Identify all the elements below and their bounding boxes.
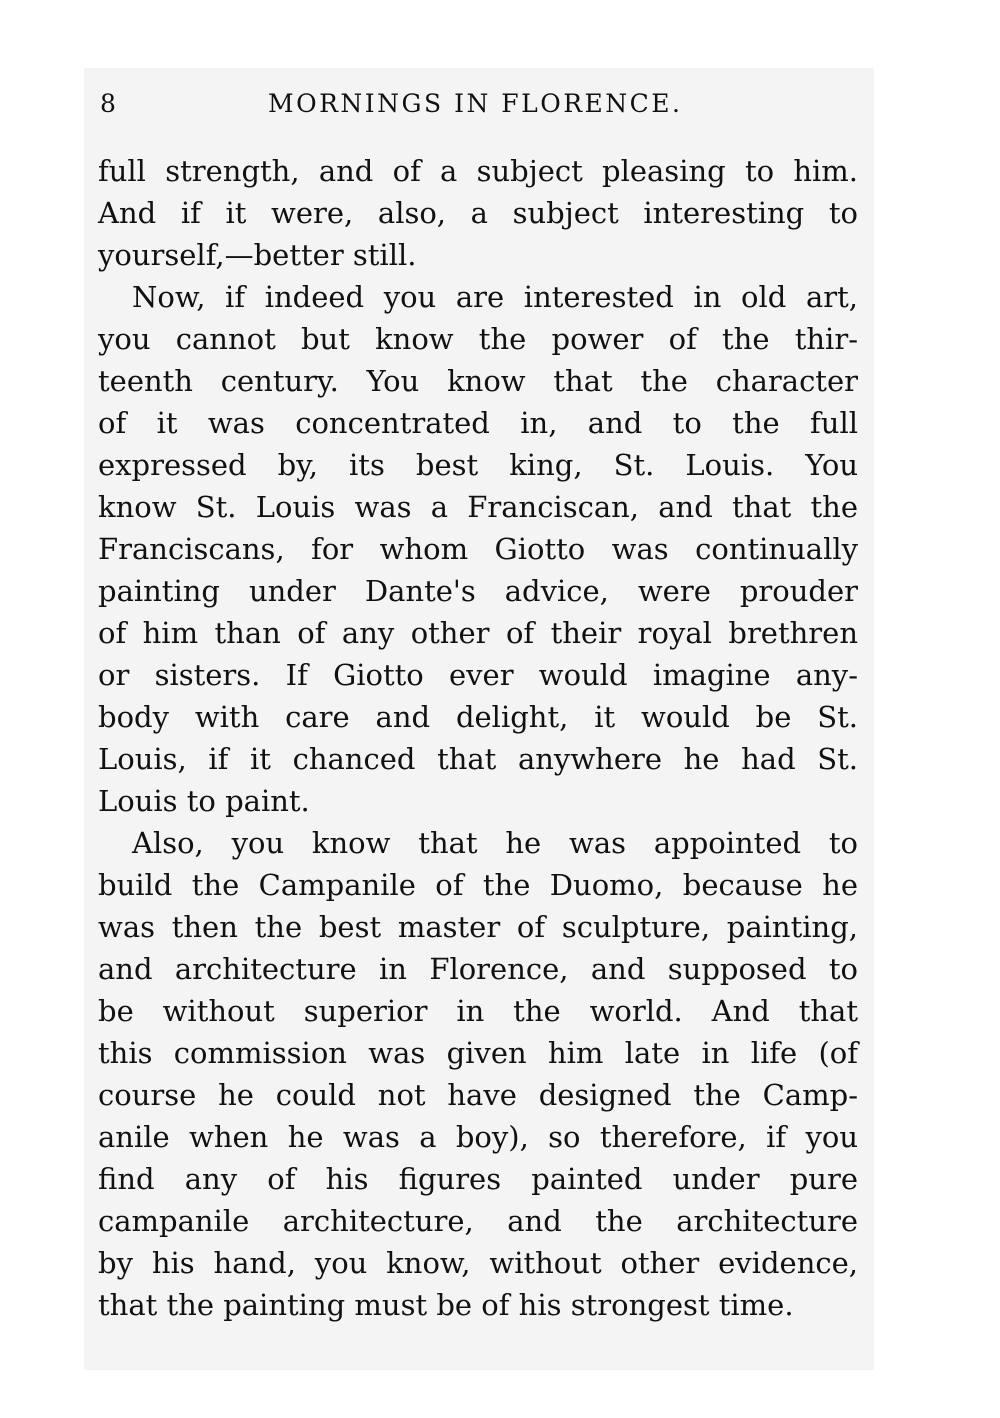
paragraph [98,822,858,1326]
paragraph [98,276,858,822]
text-line: this commission was given him late in life (of [98,1036,858,1070]
text-line: be without superior in the world. And that [98,994,858,1028]
text-line: find any of his figures painted under pure [98,1162,858,1196]
paragraph [98,150,858,276]
text-line: build the Campanile of the Duomo, because he [98,868,858,902]
body-text [98,150,858,1326]
running-header [98,80,858,128]
text-line: Now, if indeed you are interested in old art, [132,280,858,314]
text-line: painting under Dante's advice, were prouder [98,574,858,608]
text-line: you cannot but know the power of the thir- [98,322,858,356]
running-title: MORNINGS IN FLORENCE. [268,89,683,118]
text-line: that the painting must be of his strongest time. [98,1288,794,1322]
text-line: body with care and delight, it would be St. [98,700,858,734]
text-line: by his hand, you know, without other evidence, [98,1246,858,1280]
text-line: Also, you know that he was appointed to [132,826,858,860]
text-line: And if it were, also, a subject interesting to [98,196,858,230]
text-line: full strength, and of a subject pleasing to him. [98,154,858,188]
text-line: Franciscans, for whom Giotto was continually [98,532,858,566]
book-page [98,80,858,1326]
text-line: yourself,—better still. [98,238,417,272]
text-line: know St. Louis was a Franciscan, and that the [98,490,858,524]
text-line: Louis, if it chanced that anywhere he had St. [98,742,858,776]
text-line: of him than of any other of their royal brethren [98,616,858,650]
text-line: and architecture in Florence, and supposed to [98,952,858,986]
text-line: was then the best master of sculpture, painting, [98,910,858,944]
text-line: course he could not have designed the Camp- [98,1078,858,1112]
text-line: campanile architecture, and the architecture [98,1204,858,1238]
page-number: 8 [100,89,118,118]
text-line: Louis to paint. [98,784,310,818]
text-line: or sisters. If Giotto ever would imagine any- [98,658,858,692]
text-line: anile when he was a boy), so therefore, if you [98,1120,858,1154]
text-line: of it was concentrated in, and to the full [98,406,858,440]
text-line: teenth century. You know that the character [98,364,858,398]
text-line: expressed by, its best king, St. Louis. You [98,448,858,482]
